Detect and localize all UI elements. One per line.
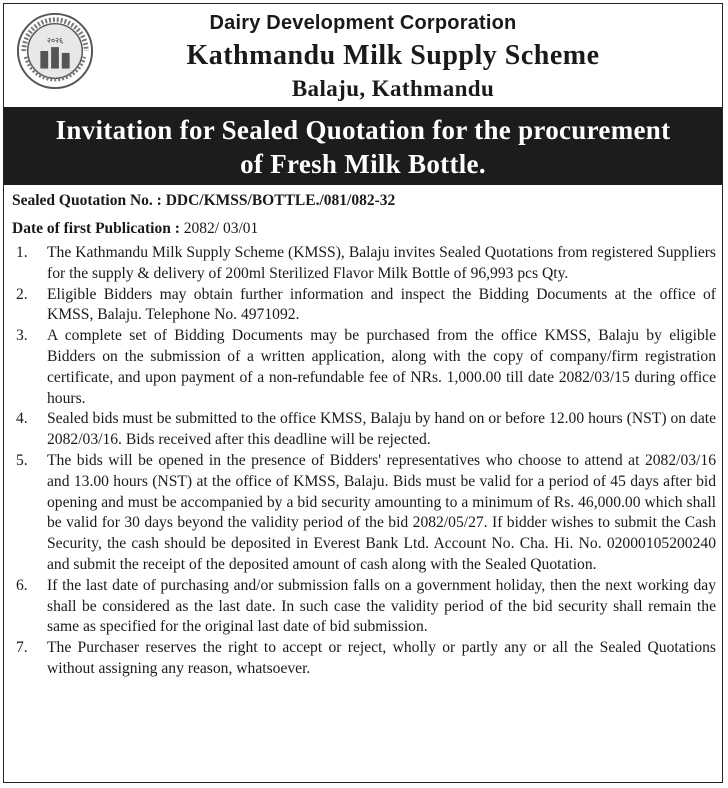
notice-title-line-1: Invitation for Sealed Quotation for the procurement (55, 115, 671, 145)
list-item (12, 451, 716, 576)
publication-date-label: Date of first Publication : (12, 220, 180, 237)
item-text: The Purchaser reserves the right to accept or reject, wholly or partly any or all the Sealed Quotations without assigning any reason, whatsoever. (47, 639, 716, 677)
list-item (12, 409, 716, 451)
item-text: The Kathmandu Milk Supply Scheme (KMSS), Balaju invites Sealed Quotations from registered Suppliers for the supply & delivery of 200ml Sterilized Flavor Milk Bottle of 96,993 pcs Qty. (47, 244, 716, 282)
quotation-number-value: DDC/KMSS/BOTTLE./081/082-32 (165, 192, 396, 209)
item-text: Eligible Bidders may obtain further information and inspect the Bidding Documents at the office of KMSS, Balaju. Telephone No. 4971092. (47, 285, 716, 324)
list-item (12, 326, 716, 409)
notice-title-line-2: of Fresh Milk Bottle. (240, 149, 486, 179)
item-text: If the last date of purchasing and/or submission falls on a government holiday, then the next working day shall be considered as the last date. In such case the validity period of the bid security shall remain the same as specified for the original last date of bid submission. (47, 576, 716, 636)
item-number: 6. (16, 576, 28, 594)
item-number: 2. (16, 285, 28, 303)
item-text: A complete set of Bidding Documents may be purchased from the office KMSS, Balaju by eligible Bidders on the submission of a written application, along with the copy of company/firm registration certificate, and upon payment of a non-refundable fee of NRs. 1,000.00 till date 2082/03/15 during office hours. (47, 327, 716, 407)
list-item (12, 243, 716, 285)
notice-header (4, 4, 722, 107)
logo-year-text: २०२६ (46, 36, 64, 46)
notice-title-full (0, 0, 1, 1)
scheme-location: Balaju, Kathmandu (291, 76, 495, 101)
item-number: 5. (16, 451, 28, 469)
item-number: 7. (16, 639, 28, 657)
item-text: The bids will be opened in the presence of Bidders' representatives who choose to attend at 2082/03/16 and 13.00 hours (NST) at the office of KMSS, Balaju. Bids must be valid for a period of 45 days after bid opening and must be accompanied by a bid security amounting to a minimum of Rs. 46,000.00 which shall be valid for 30 days beyond the validity period of the bid 2082/05/27. If bidder wishes to submit the Cash Security, the cash should be deposited in Everest Bank Ltd. Account No. Cha. Hi. No. 02000105200240 and submit the receipt of the deposited amount of cash along with the Sealed Quotation. (47, 451, 716, 573)
publication-date-value: 2082/ 03/01 (183, 220, 259, 237)
list-item (12, 638, 716, 680)
item-number: 3. (16, 327, 28, 345)
quotation-number-label: Sealed Quotation No. : (12, 192, 162, 209)
scheme-name: Kathmandu Milk Supply Scheme (186, 40, 600, 71)
item-number: 1. (16, 244, 28, 261)
notice-body (12, 187, 716, 680)
item-text: Sealed bids must be submitted to the office KMSS, Balaju by hand on or before 12.00 hours (NST) on date 2082/03/16. Bids received after this deadline will be rejected. (47, 410, 716, 449)
quotation-number-line (12, 187, 716, 215)
list-item (12, 576, 716, 638)
terms-list (12, 243, 716, 680)
organization-name: Dairy Development Corporation (209, 12, 517, 34)
list-item (12, 285, 716, 327)
notice-frame (3, 3, 723, 783)
notice-title-banner (4, 107, 722, 185)
item-number: 4. (16, 410, 28, 428)
publication-date-line (12, 215, 716, 243)
